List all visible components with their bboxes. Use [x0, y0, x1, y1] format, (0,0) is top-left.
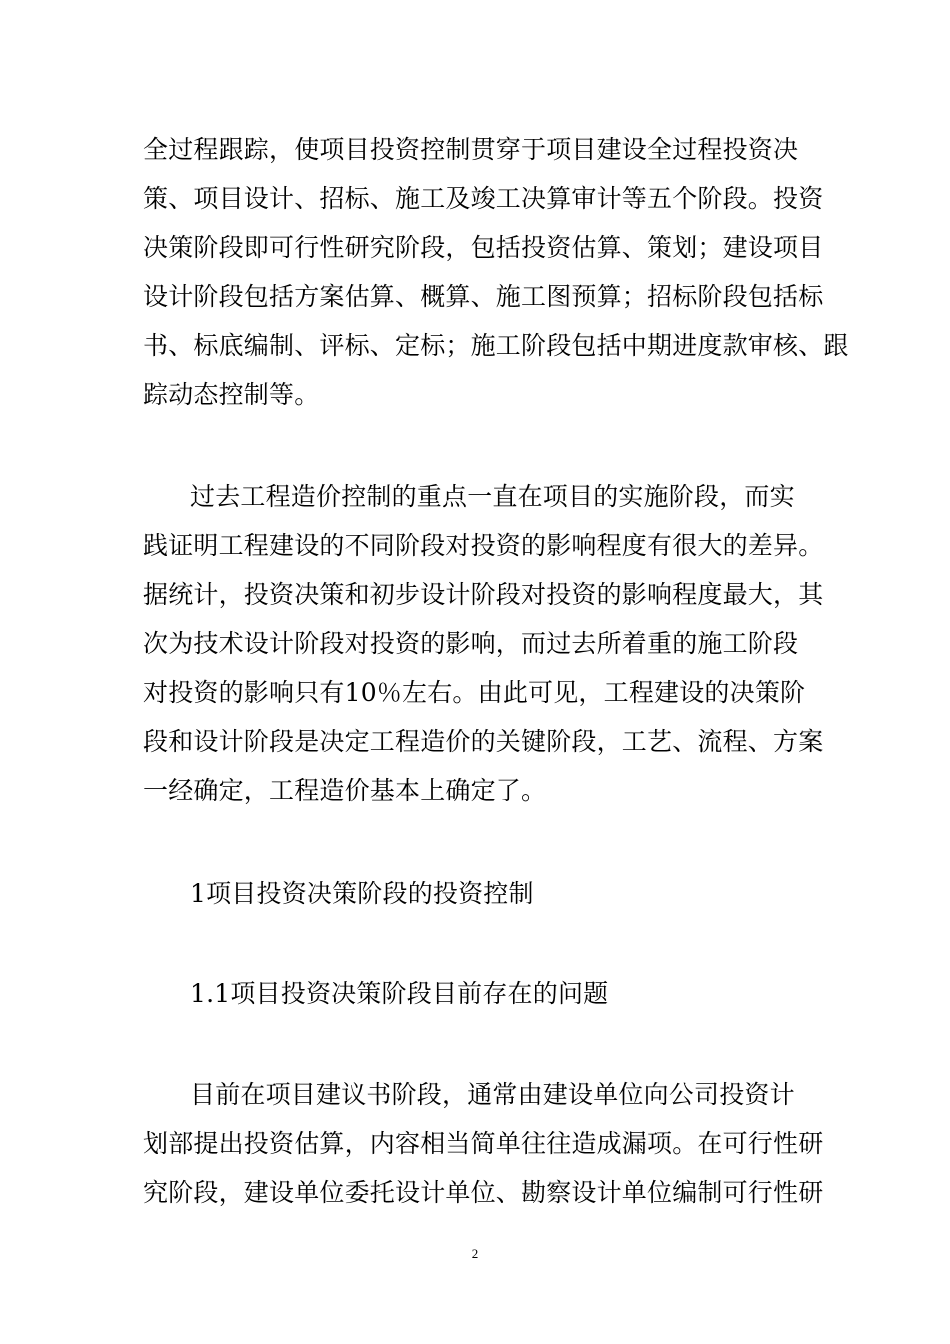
paragraph-2-line-5: 对投资的影响只有10％左右。由此可见，工程建设的决策阶: [143, 678, 806, 707]
paragraph-2-line-6: 段和设计阶段是决定工程造价的关键阶段，工艺、流程、方案: [143, 727, 824, 756]
paragraph-1-line-1: 全过程跟踪，使项目投资控制贯穿于项目建设全过程投资决: [143, 135, 799, 164]
paragraph-1-line-3: 决策阶段即可行性研究阶段，包括投资估算、策划；建设项目: [143, 233, 824, 262]
paragraph-3-line-2: 划部提出投资估算，内容相当简单往往造成漏项。在可行性研: [143, 1129, 824, 1158]
paragraph-2-line-2: 践证明工程建设的不同阶段对投资的影响程度有很大的差异。: [143, 531, 824, 560]
paragraph-1-line-6: 踪动态控制等。: [143, 380, 320, 409]
subsection-heading-1-1: 1.1项目投资决策阶段目前存在的问题: [190, 979, 609, 1008]
paragraph-2-line-1: 过去工程造价控制的重点一直在项目的实施阶段，而实: [190, 482, 795, 511]
paragraph-3-line-1: 目前在项目建议书阶段，通常由建设单位向公司投资计: [190, 1080, 795, 1109]
paragraph-2-line-4: 次为技术设计阶段对投资的影响，而过去所着重的施工阶段: [143, 629, 799, 658]
page-number: 2: [471, 1246, 479, 1261]
section-heading-1: 1项目投资决策阶段的投资控制: [190, 879, 534, 908]
paragraph-2-line-7: 一经确定，工程造价基本上确定了。: [143, 776, 547, 805]
paragraph-1-line-5: 书、标底编制、评标、定标；施工阶段包括中期进度款审核、跟: [143, 331, 849, 360]
paragraph-1-line-4: 设计阶段包括方案估算、概算、施工图预算；招标阶段包括标: [143, 282, 824, 311]
paragraph-2-line-3: 据统计，投资决策和初步设计阶段对投资的影响程度最大，其: [143, 580, 824, 609]
paragraph-3-line-3: 究阶段，建设单位委托设计单位、勘察设计单位编制可行性研: [143, 1178, 824, 1207]
paragraph-1-line-2: 策、项目设计、招标、施工及竣工决算审计等五个阶段。投资: [143, 184, 824, 213]
